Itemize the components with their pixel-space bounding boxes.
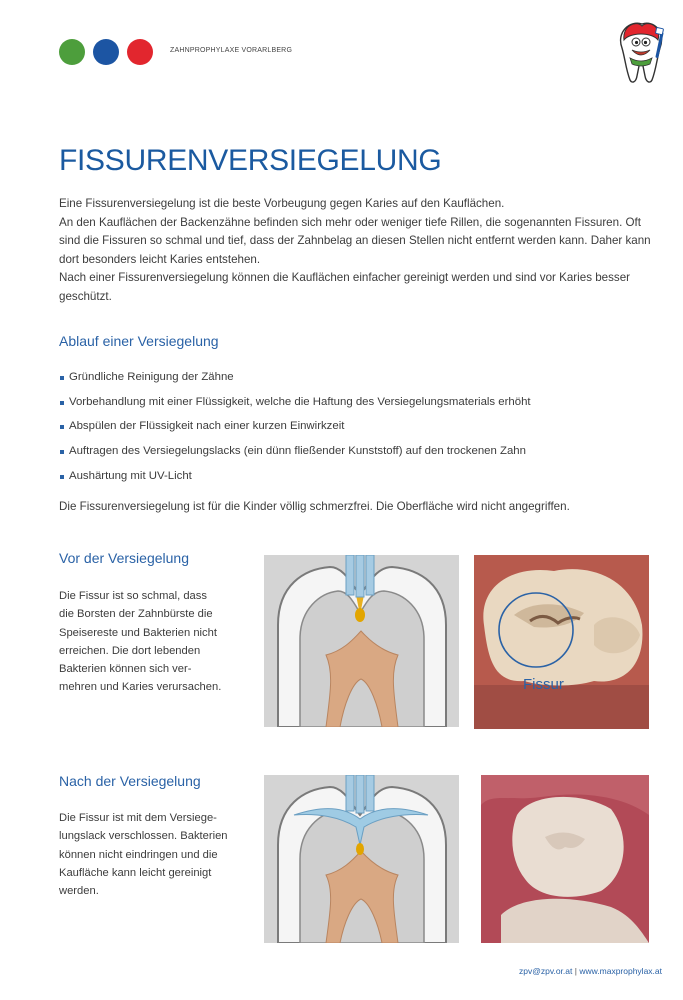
organization-name: ZAHNPROPHYLAXE VORARLBERG [170,47,293,54]
tooth-photo-before [474,555,649,729]
square-bullet-icon [60,450,64,454]
text-line: Kaufläche kann leicht gereinigt [59,866,212,879]
tooth-mascot-logo [612,18,670,86]
red-dot [127,39,153,65]
tooth-photo-after [481,775,649,943]
text-line: können nicht eindringen und die [59,848,218,861]
footer-separator: | [574,966,577,976]
molar-photo-icon [474,555,649,729]
step-text: Gründliche Reinigung der Zähne [69,371,234,383]
after-heading: Nach der Versiegelung [59,773,201,789]
square-bullet-icon [60,376,64,380]
brand-dots [59,39,153,65]
intro-paragraph: Eine Fissurenversiegelung ist die beste Vorbeugung gegen Karies auf den Kauflächen. [59,197,505,210]
step-text: Auftragen des Versiegelungslacks (ein dünn fließender Kunststoff) auf den trockenen Zahn [69,445,526,458]
tooth-diagram-before [264,555,459,727]
step-text: Vorbehandlung mit einer Flüssigkeit, welche die Haftung des Versiegelungsmaterials erhöht [69,395,531,408]
footer-email-link[interactable]: zpv@zpv.or.at [519,966,573,976]
list-item [59,396,531,421]
square-bullet-icon [60,475,64,479]
fissur-label: Fissur [523,676,564,693]
before-heading: Vor der Versiegelung [59,550,189,566]
list-item [59,371,531,396]
square-bullet-icon [60,425,64,429]
text-line: werden. [59,885,99,898]
green-dot [59,39,85,65]
text-line: lungslack verschlossen. Bakterien [59,830,228,843]
procedure-steps [59,371,531,494]
intro-paragraph: An den Kauflächen der Backenzähne befinden sich mehr oder weniger tiefe Rillen, die sogenannten Fissuren. Oft sind die Fissuren so schmal und tief, dass der Zahnbelag an diesen Stellen nicht entfernt werden kann. Daher kann dort besonders leicht Karies entstehen. [59,215,651,266]
text-line: die Borsten der Zahnbürste die [59,608,213,621]
step-text: Aushärtung mit UV-Licht [69,469,192,482]
footer-contact [519,966,662,976]
square-bullet-icon [60,401,64,405]
intro-paragraph: Nach einer Fissurenversiegelung können die Kauflächen einfacher gereinigt werden und sind vor Karies besser geschützt. [59,271,631,303]
list-item [59,420,531,445]
text-line: Die Fissur ist so schmal, dass [59,590,207,602]
tooth-diagram-after [264,775,459,943]
text-line: Die Fissur ist mit dem Versiege- [59,812,217,824]
after-text [59,809,244,900]
text-line: mehren und Karies verursachen. [59,681,222,694]
procedure-note: Die Fissurenversiegelung ist für die Kinder völlig schmerzfrei. Die Oberfläche wird nicht angegriffen. [59,500,570,513]
text-line: Bakterien können sich ver- [59,663,192,676]
list-item [59,445,531,470]
list-item [59,470,531,495]
text-line: erreichen. Die dort lebenden [59,644,201,657]
step-text: Abspülen der Flüssigkeit nach einer kurzen Einwirkzeit [69,420,345,433]
blue-dot [93,39,119,65]
page-title: FISSURENVERSIEGELUNG [59,144,442,177]
intro-text [59,195,659,306]
before-text [59,587,244,697]
text-line: Speisereste und Bakterien nicht [59,626,217,639]
sealed-molar-photo-icon [481,775,649,943]
procedure-heading: Ablauf einer Versiegelung [59,333,219,349]
footer-website-link[interactable]: www.maxprophylax.at [579,966,662,976]
